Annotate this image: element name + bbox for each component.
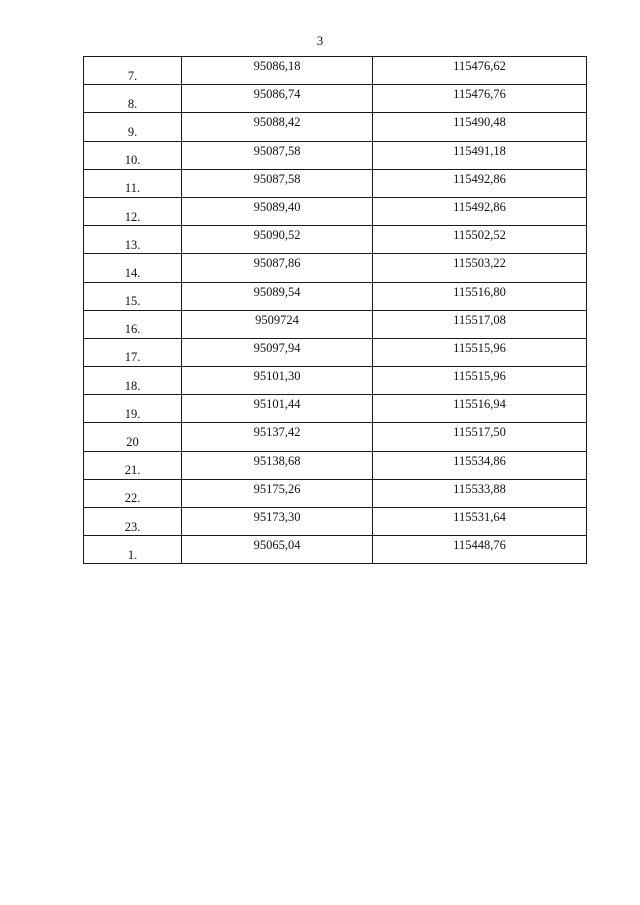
table-row: [84, 169, 587, 197]
table-row: [84, 338, 587, 366]
y-coordinate: 115517,50: [373, 423, 587, 451]
point-number: 10.: [84, 141, 182, 169]
y-coordinate: 115476,76: [373, 85, 587, 113]
y-coordinate: 115515,96: [373, 338, 587, 366]
table-row: [84, 423, 587, 451]
y-coordinate: 115531,64: [373, 508, 587, 536]
y-coordinate: 115448,76: [373, 536, 587, 564]
table-row: [84, 282, 587, 310]
point-number: 11.: [84, 169, 182, 197]
table-row: [84, 508, 587, 536]
y-coordinate: 115534,86: [373, 451, 587, 479]
table-row: [84, 57, 587, 85]
y-coordinate: 115516,94: [373, 395, 587, 423]
x-coordinate: 95101,44: [182, 395, 373, 423]
y-coordinate: 115515,96: [373, 367, 587, 395]
y-coordinate: 115491,18: [373, 141, 587, 169]
x-coordinate: 95097,94: [182, 338, 373, 366]
point-number: 8.: [84, 85, 182, 113]
point-number: 20: [84, 423, 182, 451]
y-coordinate: 115503,22: [373, 254, 587, 282]
table-row: [84, 113, 587, 141]
coordinates-table-body: [84, 57, 587, 564]
coordinates-table: [83, 56, 587, 564]
page-number: 3: [316, 33, 324, 48]
y-coordinate: 115516,80: [373, 282, 587, 310]
table-row: [84, 141, 587, 169]
table-row: [84, 85, 587, 113]
point-number: 7.: [84, 57, 182, 85]
y-coordinate: 115490,48: [373, 113, 587, 141]
point-number: 19.: [84, 395, 182, 423]
point-number: 18.: [84, 367, 182, 395]
x-coordinate: 95087,86: [182, 254, 373, 282]
x-coordinate: 95138,68: [182, 451, 373, 479]
x-coordinate: 95088,42: [182, 113, 373, 141]
x-coordinate: 95173,30: [182, 508, 373, 536]
x-coordinate: 95090,52: [182, 226, 373, 254]
point-number: 23.: [84, 508, 182, 536]
table-row: [84, 254, 587, 282]
x-coordinate: 95137,42: [182, 423, 373, 451]
x-coordinate: 95086,18: [182, 57, 373, 85]
table-row: [84, 479, 587, 507]
x-coordinate: 95065,04: [182, 536, 373, 564]
point-number: 1.: [84, 536, 182, 564]
x-coordinate: 9509724: [182, 310, 373, 338]
table-row: [84, 226, 587, 254]
x-coordinate: 95101,30: [182, 367, 373, 395]
table-row: [84, 395, 587, 423]
x-coordinate: 95089,40: [182, 197, 373, 225]
y-coordinate: 115502,52: [373, 226, 587, 254]
table-row: [84, 310, 587, 338]
y-coordinate: 115533,88: [373, 479, 587, 507]
table-row: [84, 197, 587, 225]
point-number: 22.: [84, 479, 182, 507]
y-coordinate: 115492,86: [373, 197, 587, 225]
x-coordinate: 95087,58: [182, 169, 373, 197]
point-number: 16.: [84, 310, 182, 338]
point-number: 13.: [84, 226, 182, 254]
point-number: 15.: [84, 282, 182, 310]
point-number: 12.: [84, 197, 182, 225]
table-row: [84, 536, 587, 564]
x-coordinate: 95089,54: [182, 282, 373, 310]
y-coordinate: 115476,62: [373, 57, 587, 85]
y-coordinate: 115492,86: [373, 169, 587, 197]
point-number: 21.: [84, 451, 182, 479]
point-number: 9.: [84, 113, 182, 141]
y-coordinate: 115517,08: [373, 310, 587, 338]
point-number: 14.: [84, 254, 182, 282]
point-number: 17.: [84, 338, 182, 366]
x-coordinate: 95087,58: [182, 141, 373, 169]
table-row: [84, 451, 587, 479]
table-row: [84, 367, 587, 395]
x-coordinate: 95086,74: [182, 85, 373, 113]
x-coordinate: 95175,26: [182, 479, 373, 507]
